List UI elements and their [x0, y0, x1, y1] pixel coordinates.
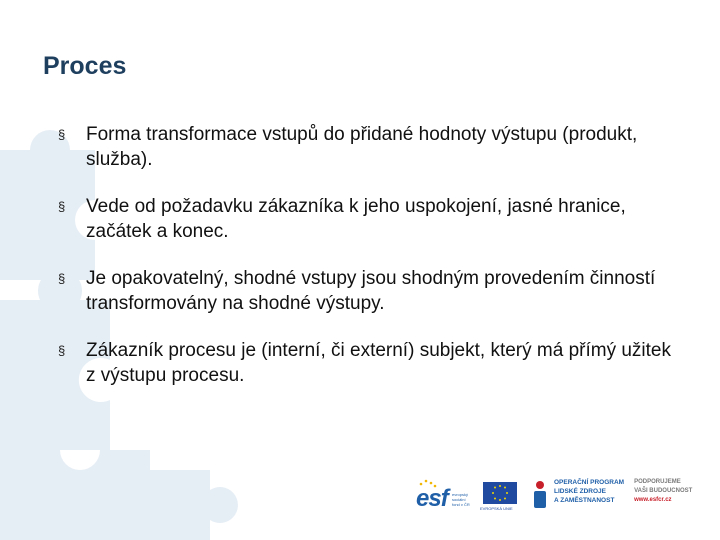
op-line: A ZAMĚSTNANOST — [554, 497, 615, 504]
esf-logo — [416, 478, 474, 516]
slide-title: Proces — [43, 52, 127, 80]
bullet-marker-icon: § — [58, 127, 66, 142]
podporujeme-text — [634, 478, 692, 505]
esf-subtitle — [452, 492, 476, 507]
bullet-marker-icon: § — [58, 199, 66, 214]
eu-flag-icon — [483, 482, 517, 504]
bullet-text: Je opakovatelný, shodné vstupy jsou shodným provedením činností transformovány na shodné výstupy. — [86, 268, 656, 314]
bullet-text: Zákazník procesu je (interní, či externí) subjekt, který má přímý užitek z výstupu procesu. — [86, 340, 671, 386]
footer-logos — [416, 478, 701, 516]
bullet-item — [58, 338, 678, 388]
podporujeme-line: PODPORUJEME — [634, 479, 681, 485]
op-lzz-logo — [530, 478, 624, 510]
esf-sub-line: evropský — [452, 492, 469, 497]
esf-sub-line: sociální — [452, 497, 466, 502]
op-figure-icon — [530, 480, 550, 510]
bullet-item — [58, 194, 678, 244]
bullet-item — [58, 122, 678, 172]
bullet-list — [58, 122, 678, 410]
esf-wordmark: esf — [416, 485, 448, 512]
bullet-text: Vede od požadavku zákazníka k jeho uspokojení, jasné hranice, začátek a konec. — [86, 196, 626, 242]
bullet-item — [58, 266, 678, 316]
op-line: LIDSKÉ ZDROJE — [554, 488, 607, 495]
eu-label: EVROPSKÁ UNIE — [480, 506, 513, 511]
bullet-text: Forma transformace vstupů do přidané hodnoty výstupu (produkt, služba). — [86, 124, 638, 170]
eu-logo — [480, 478, 520, 516]
op-line: OPERAČNÍ PROGRAM — [554, 479, 625, 486]
bullet-marker-icon: § — [58, 271, 66, 286]
bullet-marker-icon: § — [58, 343, 66, 358]
esfcr-url: www.esfcr.cz — [634, 497, 672, 503]
podporujeme-line: VAŠI BUDOUCNOST — [634, 488, 693, 494]
op-lzz-text — [554, 478, 624, 510]
esf-sub-line: fond v ČR — [452, 502, 470, 507]
